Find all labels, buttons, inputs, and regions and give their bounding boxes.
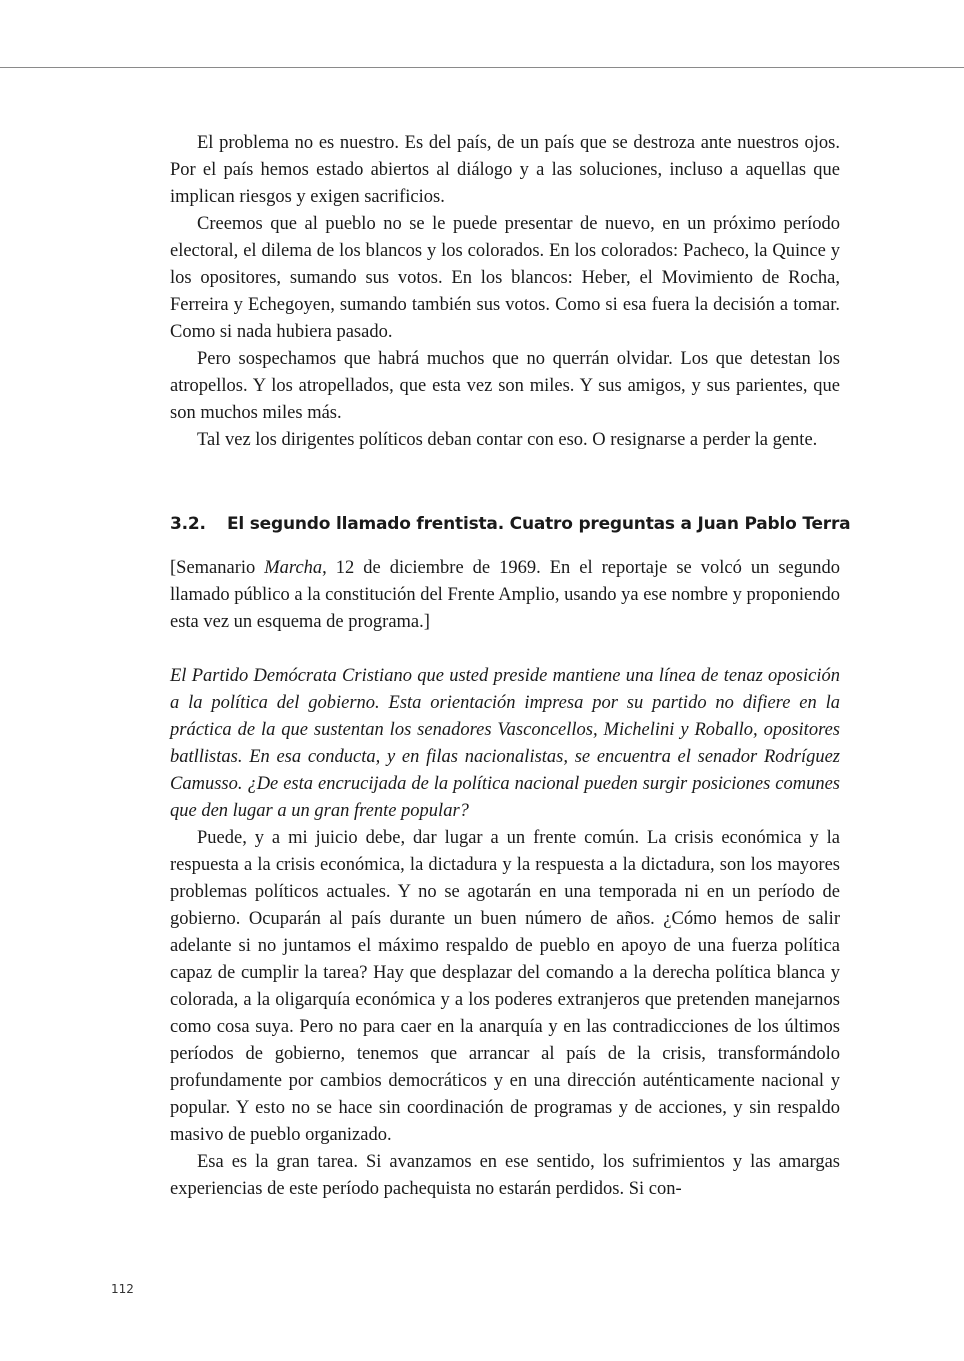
body-paragraph: El problema no es nuestro. Es del país, de un país que se destroza ante nuestros ojos. Por el país hemos estado abiertos al diálogo y a las soluciones, incluso a aquellas que implican riesgos y exigen sacrificios. bbox=[170, 133, 840, 207]
source-note-rest: , 12 de diciembre de 1969. En el reportaje se volcó un segundo llamado público a la constitución del Frente Amplio, usando ya ese nombre y proponiendo esta vez un esquema de programa.] bbox=[170, 558, 840, 632]
source-note bbox=[170, 555, 840, 636]
interview-answer: Puede, y a mi juicio debe, dar lugar a un frente común. La crisis económica y la respuesta a la crisis económica, la dictadura y la respuesta a la dictadura, son los mayores problemas políticos actuales. Y no se agotarán en una temporada ni en un período de gobierno. Ocuparán al país durante un buen número de años. ¿Cómo hemos de salir adelante si no juntamos el máximo respaldo de pueblo en apoyo de una fuerza política capaz de cumplir la tarea? Hay que desplazar del comando a la derecha política blanca y colorada, a la oligarquía económica y a los poderes extranjeros que pretenden manejarnos como cosa suya. Pero no para caer en la anarquía y en las contradicciones de los últimos períodos de gobierno, tenemos que arrancar al país de la crisis, transformándolo profundamente por cambios democráticos y en una dirección auténticamente nacional y popular. Y esto no se hace sin coordinación de programas y de acciones, y sin respaldo masivo de pueblo organizado. bbox=[170, 828, 840, 1145]
body-paragraph: Creemos que al pueblo no se le puede presentar de nuevo, en un próximo período electoral, el dilema de los blancos y los colorados. En los colorados: Pacheco, la Quince y los opositores, sumando sus votos. En los blancos: Heber, el Movimiento de Rocha, Ferreira y Echegoyen, sumando también sus votos. Como si esa fuera la decisión a tomar. Como si nada hubiera pasado. bbox=[170, 214, 840, 342]
body-paragraph: Tal vez los dirigentes políticos deban contar con eso. O resignarse a perder la gente. bbox=[197, 430, 818, 450]
interview-answer: Esa es la gran tarea. Si avanzamos en ese sentido, los sufrimientos y las amargas experiencias de este período pachequista no estarán perdidos. Si con- bbox=[170, 1152, 840, 1199]
page-body bbox=[170, 130, 851, 1203]
body-paragraph: Pero sospechamos que habrá muchos que no querrán olvidar. Los que detestan los atropellos. Y los atropellados, que esta vez son miles. Y sus amigos, y sus parientes, que son muchos miles más. bbox=[170, 349, 840, 423]
source-note-lead: [Semanario bbox=[170, 558, 265, 578]
section-heading bbox=[170, 511, 851, 538]
page-number: 112 bbox=[111, 1282, 134, 1296]
section-title: El segundo llamado frentista. Cuatro preguntas a Juan Pablo Terra bbox=[227, 514, 851, 534]
publication-name: Marcha bbox=[264, 558, 323, 578]
interview-question: El Partido Demócrata Cristiano que usted preside mantiene una línea de tenaz oposición a la política del gobierno. Esta orientación impresa por su partido no difiere en la práctica de la que sustentan los senadores Vasconcellos, Michelini y Roballo, opositores batllistas. En esa conducta, y en filas nacionalistas, se encuentra el senador Rodríguez Camusso. ¿De esta encrucijada de la política nacional pueden surgir posiciones comunes que den lugar a un gran frente popular? bbox=[170, 666, 840, 821]
header-rule bbox=[0, 67, 964, 68]
section-number: 3.2. bbox=[170, 514, 206, 534]
